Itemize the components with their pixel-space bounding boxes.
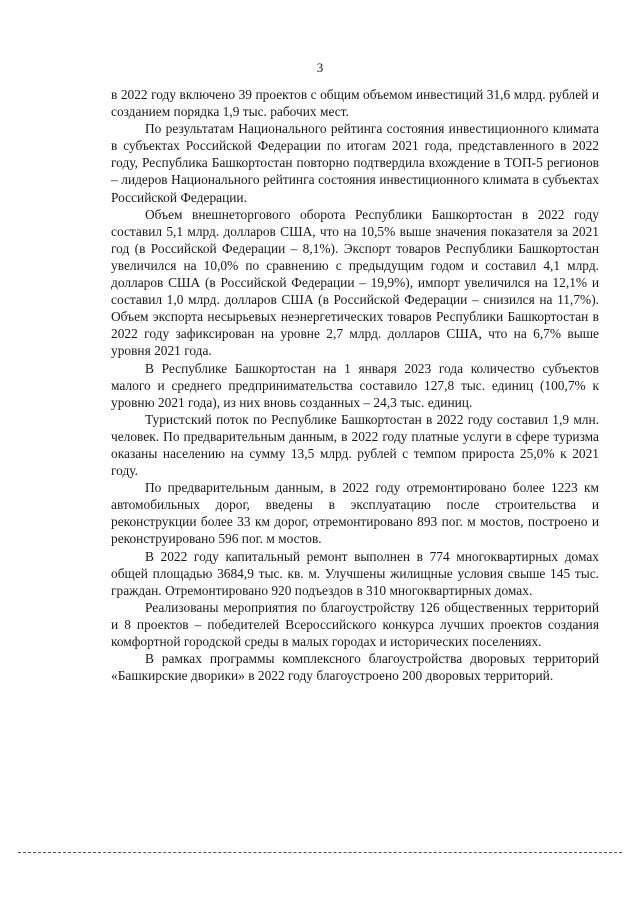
paragraph-small-business: В Республике Башкортостан на 1 января 2023 года количество субъектов малого и среднего предпринимательства составило 127,8 тыс. единиц (100,7% к уровню 2021 года), из них вновь созданных – 24,3 тыс. единиц. — [111, 360, 599, 410]
paragraph-courtyards: В рамках программы комплексного благоустройства дворовых территорий «Башкирские дворики» в 2022 году благоустроено 200 дворовых территорий. — [111, 651, 599, 684]
paragraph-housing-repair: В 2022 году капитальный ремонт выполнен в 774 многоквартирных домах общей площадью 3684,9 тыс. кв. м. Улучшены жилищные условия свыше 145 тыс. граждан. Отремонтировано 920 подъездов в 310 многоквартирных домах. — [111, 548, 599, 598]
paragraph-roads: По предварительным данным, в 2022 году отремонтировано более 1223 км автомобильных дорог, введены в эксплуатацию после строительства и реконструкции более 33 км дорог, отремонтировано 893 пог. м мостов, построено и реконструировано 596 пог. м мостов. — [111, 480, 599, 547]
paragraph-public-spaces: Реализованы мероприятия по благоустройству 126 общественных территорий и 8 проектов – победителей Всероссийского конкурса лучших проектов создания комфортной городской среды в малых городах и исторических поселениях. — [111, 599, 599, 649]
paragraph-tourism: Туристский поток по Республике Башкортостан в 2022 году составил 1,9 млн. человек. По предварительным данным, в 2022 году платные услуги в сфере туризма оказаны населению на сумму 13,5 млрд. рублей с темпом прироста 25,0% к 2021 году. — [111, 411, 599, 479]
paragraph-foreign-trade: Объем внешнеторгового оборота Республики Башкортостан в 2022 году составил 5,1 млрд. долларов США, что на 10,5% выше значения показателя за 2021 год (в Российской Федерации – 8,1%). Экспорт товаров Республики Башкортостан увеличился на 10,0% по сравнению с предыдущим годом и составил 4,1 млрд. долларов США (в Российской Федерации – 19,9%), импорт увеличился на 12,1% и составил 1,0 млрд. долларов США (в Российской Федерации – снизился на 11,7%). Объем экспорта несырьевых неэнергетических товаров Республики Башкортостан в 2022 году зафиксирован на уровне 2,7 млрд. долларов США, что на 6,7% выше уровня 2021 года. — [111, 206, 599, 359]
page-number: 3 — [316, 60, 324, 75]
document-body — [111, 86, 599, 684]
paragraph-investment-rating: По результатам Национального рейтинга состояния инвестиционного климата в субъектах Российской Федерации по итогам 2021 года, представленного в 2022 году, Республика Башкортостан повторно подтвердила вхождение в ТОП-5 регионов – лидеров Национального рейтинга состояния инвестиционного климата в субъектах Российской Федерации. — [111, 121, 599, 205]
paragraph-investment-projects: в 2022 году включено 39 проектов с общим объемом инвестиций 31,6 млрд. рублей и созданием порядка 1,9 тыс. рабочих мест. — [111, 87, 599, 120]
footer-divider — [18, 852, 622, 853]
